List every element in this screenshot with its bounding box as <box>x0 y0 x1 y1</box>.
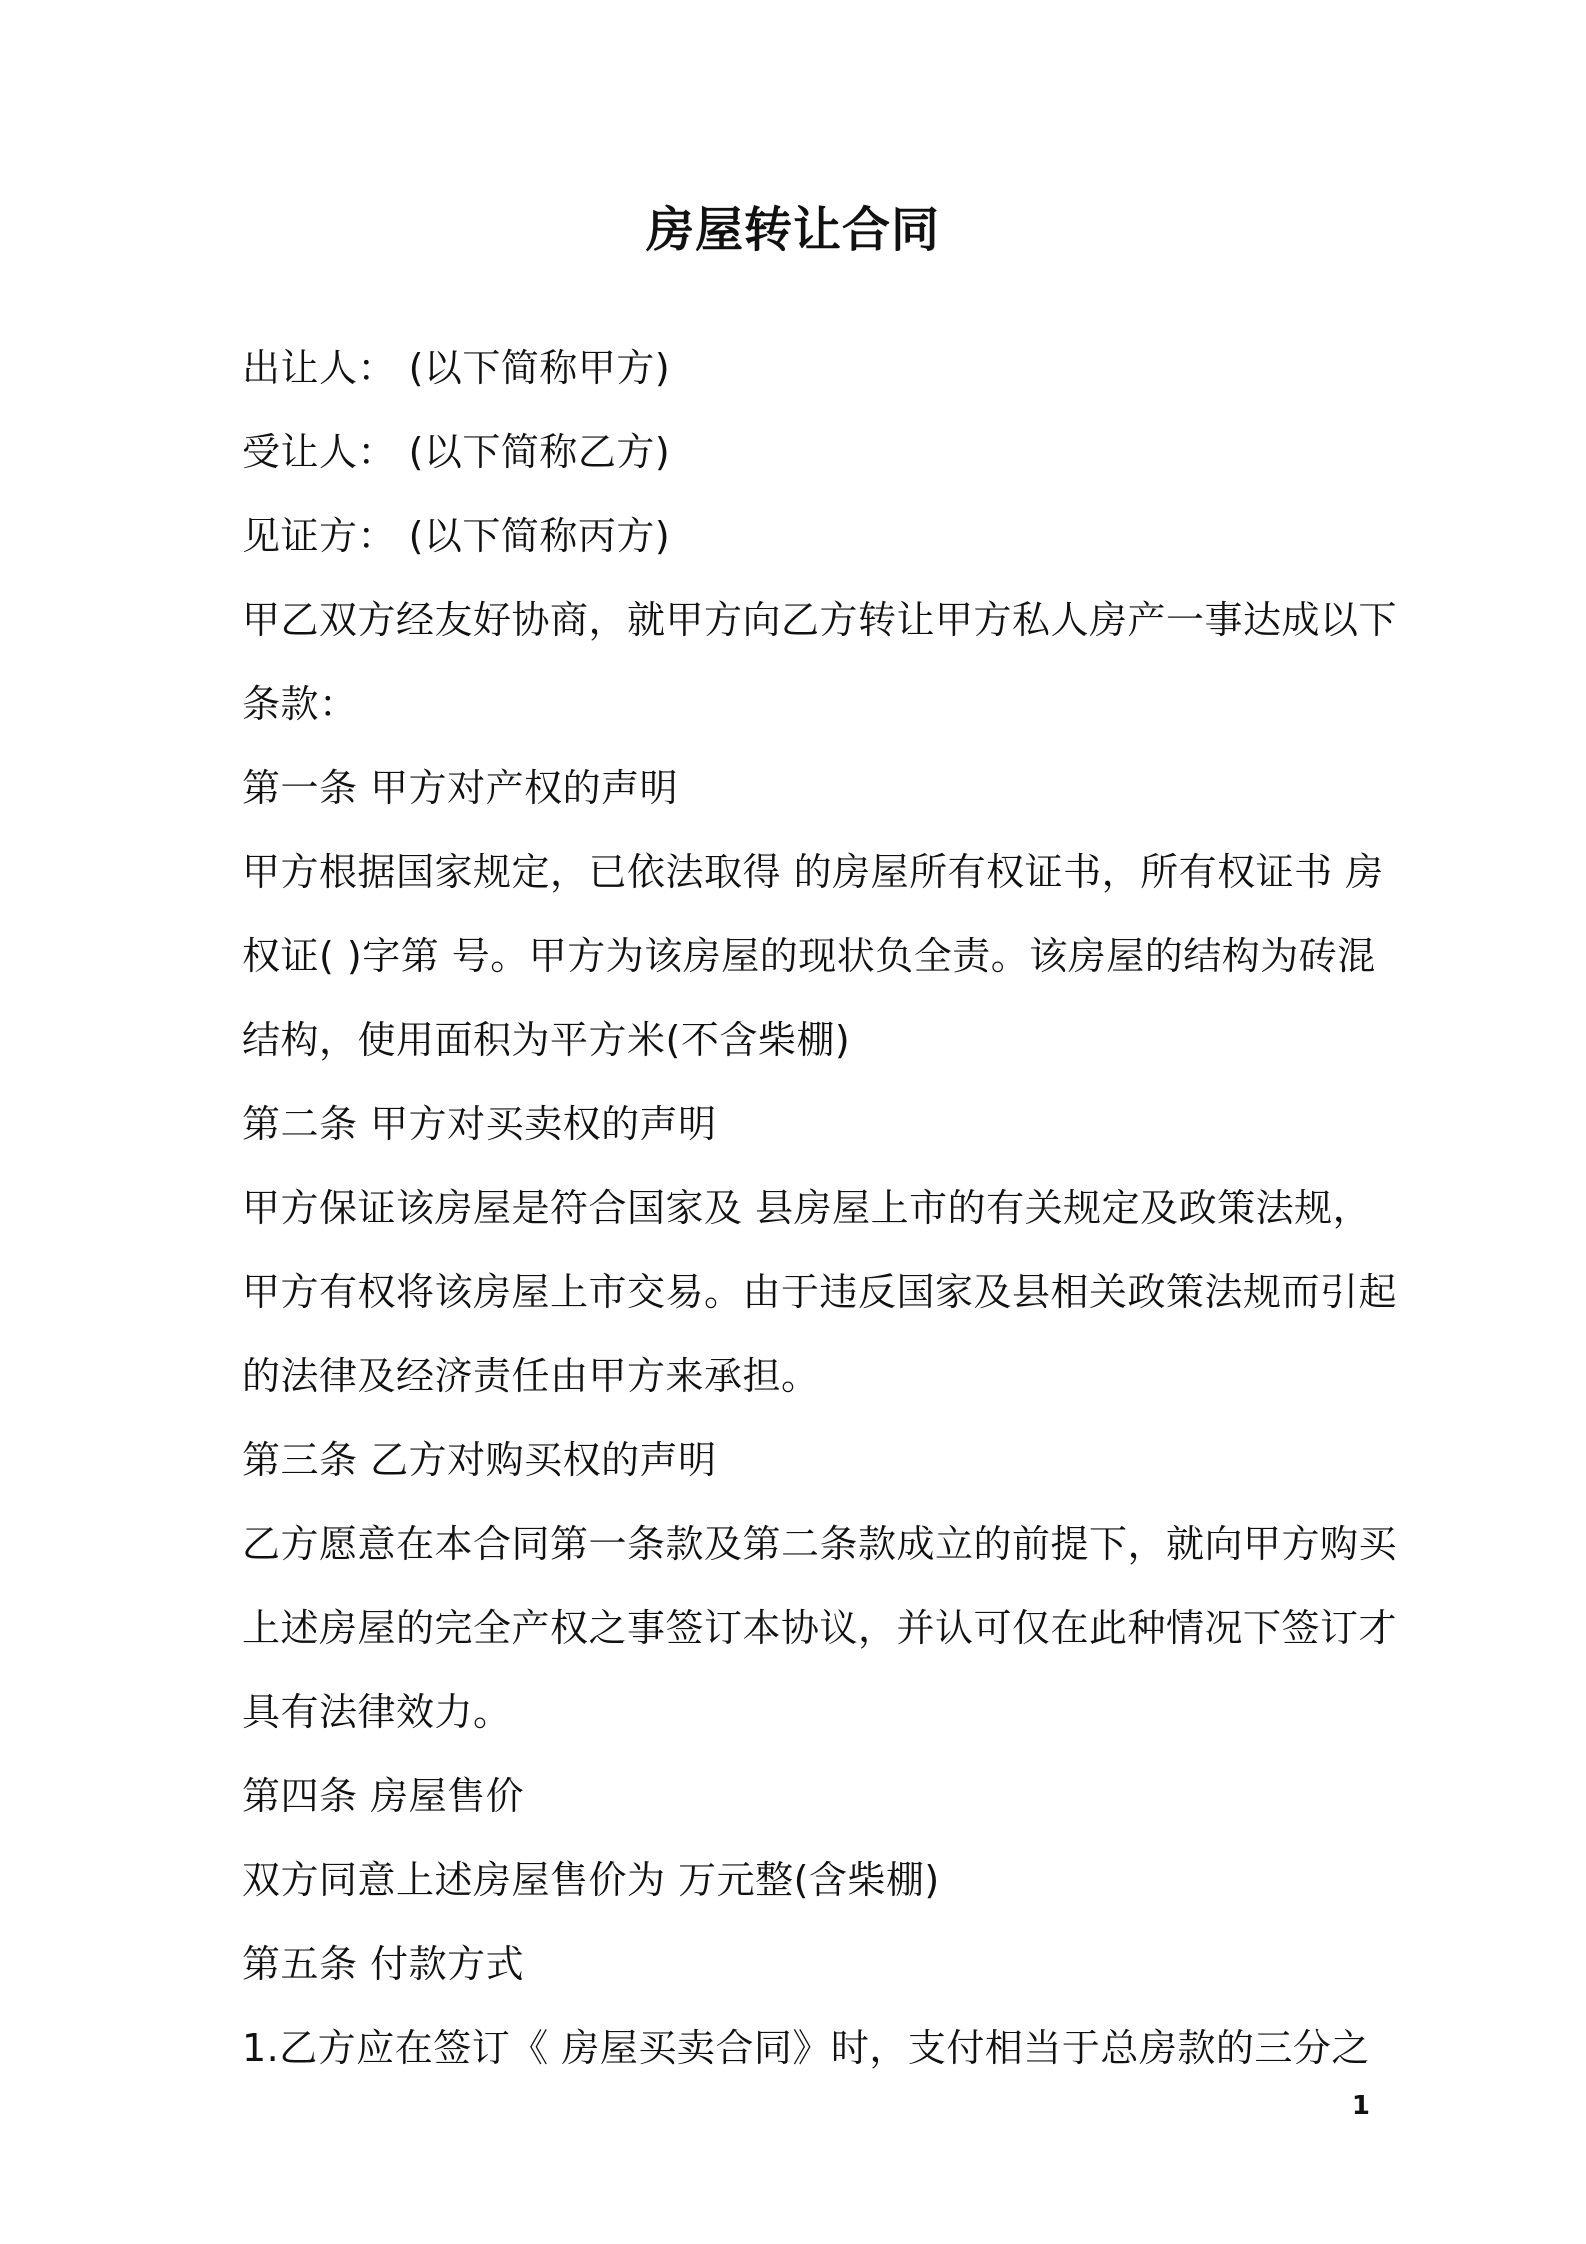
text-line: 双方同意上述房屋售价为 万元整(含柴棚) <box>242 1858 940 1902</box>
section-heading: 第一条 甲方对产权的声明 <box>242 766 679 810</box>
section-heading: 第五条 付款方式 <box>242 1942 525 1986</box>
text-line: 条款： <box>242 682 358 726</box>
text-line: 甲方保证该房屋是符合国家及 县房屋上市的有关规定及政策法规， <box>242 1186 1372 1230</box>
text-line: 1.乙方应在签订《 房屋买卖合同》时，支付相当于总房款的三分之 <box>242 2026 1370 2070</box>
section-heading: 第二条 甲方对买卖权的声明 <box>242 1102 717 1146</box>
text-line: 具有法律效力。 <box>242 1690 512 1734</box>
text-line: 甲方根据国家规定，已依法取得 的房屋所有权证书，所有权证书 房 <box>242 850 1384 894</box>
text-line: 见证方： (以下简称丙方) <box>242 514 671 558</box>
text-line: 甲方有权将该房屋上市交易。由于违反国家及县相关政策法规而引起 <box>242 1270 1398 1314</box>
text-line: 的法律及经济责任由甲方来承担。 <box>242 1354 820 1398</box>
section-heading: 第四条 房屋售价 <box>242 1774 525 1818</box>
text-line: 受让人： (以下简称乙方) <box>242 430 671 474</box>
text-line: 甲乙双方经友好协商，就甲方向乙方转让甲方私人房产一事达成以下 <box>242 598 1398 642</box>
text-line: 出让人： (以下简称甲方) <box>242 346 671 390</box>
text-line: 结构，使用面积为平方米(不含柴棚) <box>242 1018 851 1062</box>
section-heading: 第三条 乙方对购买权的声明 <box>242 1438 717 1482</box>
text-line: 上述房屋的完全产权之事签订本协议，并认可仅在此种情况下签订才 <box>242 1606 1398 1650</box>
page-number: 1 <box>1351 2091 1370 2121</box>
document-body <box>242 326 1398 2090</box>
text-line: 权证( )字第 号。甲方为该房屋的现状负全责。该房屋的结构为砖混 <box>242 934 1376 978</box>
text-line: 乙方愿意在本合同第一条款及第二条款成立的前提下，就向甲方购买 <box>242 1522 1398 1566</box>
document-title: 房屋转让合同 <box>645 202 940 258</box>
